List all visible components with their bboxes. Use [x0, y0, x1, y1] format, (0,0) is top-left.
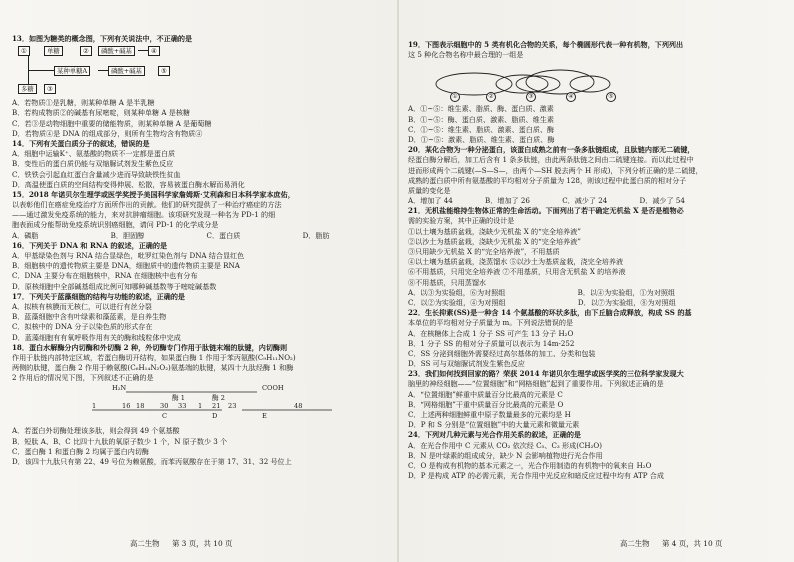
q19-stem-line: 这 5 种化合物名称中最合理的一组是: [408, 50, 524, 60]
right-footer-page: 第 4 页，共 10 页: [661, 539, 723, 548]
q21-option-a: A．以③为实验组，⑥为对照组: [408, 287, 506, 297]
pep-pos-bottom: 23: [228, 402, 237, 411]
map-node-sugar-a: 某种单糖A: [54, 66, 90, 76]
q15-stem-line: ——通过激发免疫系统的能力，来对抗肿瘤细胞。该项研究发现一种名为 PD-1 的细: [12, 210, 276, 220]
q24-option-c: C．O 是构成有机物的基本元素之一，光合作用制造的有机物中的氧来自 H₂O: [408, 460, 652, 470]
peptide-lines: [72, 384, 372, 424]
q13-option-b: B．若构成物质②的碱基有尿嘧啶，则某种单糖 A 是核糖: [12, 108, 191, 118]
venn-ellipse-1: [436, 73, 512, 95]
q20-options-row: [408, 196, 784, 206]
q24-stem: 24．下列对几种元素与光合作用关系的叙述，正确的是: [408, 430, 582, 440]
map-node-monosaccharide: 单糖: [44, 46, 63, 56]
pep-pos-top: 18: [136, 402, 145, 411]
pep-pos-top: 33: [178, 402, 187, 411]
map-node-polysaccharide: 多糖: [18, 84, 37, 94]
q14-option-c: C．铁铁会引起血红蛋白含量减少进而导致缺铁性贫血: [12, 169, 181, 179]
pep-label-d: D: [212, 412, 218, 421]
q24-option-b: B．N 是叶绿素的组成成分，缺少 N 会影响植物进行光合作用: [408, 450, 603, 460]
organic-compound-venn: [430, 60, 784, 102]
q22-option-d: D．SS 可与双缩脲试剂发生紫色反应: [408, 359, 525, 369]
q17-option-c: C．拟核中的 DNA 分子以染色质的形式存在: [12, 322, 153, 332]
q18-option-b: B．短肽 A、B、C 比四十九肽的氧原子数少 1 个，N 原子数少 3 个: [12, 436, 228, 446]
left-footer-subject: 高二生物: [130, 539, 160, 548]
q17-option-b: B．蓝藻细胞中含有叶绿素和藻蓝素，是自养生物: [12, 312, 167, 322]
q18-option-a: A．若蛋白外切酶处理该多肽，则会得到 49 个氨基酸: [12, 426, 180, 436]
q22-option-a: A．在核糖体上合成 1 分子 SS 可产生 13 分子 H₂O: [408, 328, 574, 338]
q20-stem-line: 20．某化合物为一种分泌蛋白，该蛋白成熟之前有一条多肽链组成，且肽链内部无二硫键，: [408, 145, 695, 155]
q24-option-d: D．P 是构成 ATP 的必需元素，光合作用中光反应和暗反应过程中均有 ATP 合成: [408, 471, 664, 481]
pep-label-e: E: [262, 412, 267, 421]
venn-ellipse-2: [496, 75, 548, 93]
q15-stem-line: 胞表面成分能帮助免疫系统识别癌细胞，请问 PD-1 的化学成分是: [12, 220, 219, 230]
pep-pos-bottom: 21: [212, 402, 221, 411]
q18-option-c: C．蛋白酶 1 和蛋白酶 2 均属于蛋白内切酶: [12, 446, 149, 456]
pep-pos-bottom: 48: [294, 402, 303, 411]
q18-stem-line: 2 作用后的情况见下图，下列叙述不正确的是: [12, 373, 154, 383]
q21-stem-line: 需的实验方案，其中正确的设计是: [408, 216, 515, 226]
q23-stem-line: 23．我们如何找到回家的路？荣获 2014 年诺贝尔生理学或医学奖的三位科学家发现大: [408, 369, 684, 379]
map-node-phosphate-base-2: 磷酸+碱基: [108, 66, 145, 76]
q21-item: ②以沙土为基质盆栽，浇缺少无机盐 X 的“完全培养液”: [408, 236, 581, 246]
pep-pos-top: 30: [160, 402, 169, 411]
q16-stem: 16．下列关于 DNA 和 RNA 的叙述，正确的是: [12, 240, 168, 250]
page-fold-divider: [397, 0, 399, 562]
q23-option-c: C．上述两种细胞鲜重中原子数量最多的元素均是 H: [408, 410, 571, 419]
pep-pos-top: 16: [122, 402, 131, 411]
q22-option-c: C．SS 分泌到细胞外需要经过高尔基体的加工、分类和包装: [408, 348, 596, 358]
map-node-5: ⑤: [158, 66, 170, 76]
venn-number-2: ②: [486, 92, 496, 102]
q21-stem-line: 21．无机盐能维持生物体正常的生命活动。下面列出了若干确定无机盐 X 是否是植物必: [408, 206, 684, 216]
right-footer-subject: 高二生物: [620, 539, 650, 548]
q14-option-d: D．高温使蛋白质的空间结构变得伸展、松散，容易被蛋白酶水解而易消化: [12, 179, 245, 189]
q22-option-b: B．1 分子 SS 的相对分子质量可以表示为 14m-252: [408, 338, 575, 348]
q21-item: ①以土壤为基质盆栽，浇缺少无机盐 X 的“完全培养液”: [408, 226, 581, 236]
q15-option-b: B．胆固醇: [110, 230, 145, 240]
pep-pos-top: 1: [92, 402, 97, 411]
right-page: [408, 40, 784, 481]
q22-stem-line: 22．生长抑素(SS)是一种含 14 个氨基酸的环状多肽，由下丘脑合成释放，构成 SS 的基: [408, 308, 692, 318]
map-wire-h3: [138, 50, 148, 51]
q20-option-d: D．减少了 54: [639, 196, 685, 206]
q18-option-d: D．该四十九肽只有第 22、49 号位为赖氨酸，而苯丙氨酸存在于第 17、31、32 号位上: [12, 457, 292, 466]
map-node-1: ①: [18, 46, 30, 56]
q15-option-a: A．磷脂: [12, 230, 39, 240]
q19-option-a: A．①~⑤：维生素、脂质、酶、蛋白质、激素: [408, 104, 554, 114]
q15-options-row: [12, 231, 388, 241]
q17-stem: 17．下列关于蓝藻细胞的结构与功能的叙述，正确的是: [12, 291, 186, 301]
q23-option-a: A．“位置细胞”鲜重中质量百分比最高的元素是 C: [408, 389, 563, 399]
map-node-3: ③: [44, 84, 56, 94]
q16-option-a: A．甲基绿染色剂与 RNA 结合显绿色，吡罗红染色剂与 DNA 结合显红色: [12, 251, 245, 260]
q22-stem-line: 本单位的平均相对分子质量为 m。下列说法错误的是: [408, 318, 574, 328]
map-node-2: ②: [80, 46, 92, 56]
q21-item: ③只用缺少无机盐 X 的“完全培养液”，不用基质: [408, 247, 560, 256]
q21-options-row-2: [408, 298, 784, 308]
q19-option-c: C．①~⑤：维生素、脂质、激素、蛋白质、酶: [408, 124, 555, 134]
left-page-footer: [130, 538, 242, 549]
q23-option-d: D．P 和 S 分别是“位置细胞”中的大量元素和微量元素: [408, 420, 580, 430]
q21-option-d: D．以⑦为实验组，⑧为对照组: [577, 297, 676, 307]
left-page: [12, 34, 388, 467]
q16-option-b: B．细胞核中的遗传物质主要是 DNA，细胞质中的遗传物质主要是 RNA: [12, 261, 240, 271]
q24-option-a: A．在光合作用中 C 元素从 CO₂ 依次经 C₅、C₃ 形成(CH₂O): [408, 440, 603, 450]
pep-enzyme1: 酶 1: [172, 394, 185, 403]
q14-option-b: B．变性后的蛋白质仍能与双缩脲试剂发生紫色反应: [12, 159, 174, 169]
q15-option-c: C．蛋白质: [206, 230, 241, 240]
peptide-diagram: [12, 384, 388, 424]
q21-option-c: C．以②为实验组，④为对照组: [408, 297, 506, 307]
q18-stem-line: 两侧的肽键，蛋白酶 2 作用于赖氨酸(C₆H₁₄N₂O₂)氨基端的肽键，某四十九肽经酶 1 和酶: [12, 363, 294, 373]
q21-options-row-1: [408, 288, 784, 298]
venn-number-3: ③: [526, 92, 536, 102]
venn-number-4: ④: [566, 92, 576, 102]
venn-number-5: ⑤: [606, 92, 616, 102]
q16-option-d: D．原核细胞中全部碱基组成比例可知哪种碱基数等于嘧啶碱基数: [12, 281, 217, 291]
q20-option-c: C．减少了 24: [562, 196, 608, 206]
q19-option-b: B．①~⑤：酶、蛋白质、激素、脂质、维生素: [408, 114, 554, 124]
q21-item: ⑧不用基质，只用蒸馏水: [408, 277, 487, 287]
q13-stem: 13．如图为糖类的概念图，下列有关说法中，不正确的是: [12, 34, 193, 43]
venn-ellipse-3: [526, 70, 594, 94]
q23-option-b: B．“网格细胞”干重中质量百分比最高的元素是 O: [408, 399, 564, 409]
q15-stem-line: 以表彰他们在癌症免疫治疗方面所作出的贡献。他们的研究提供了一种治疗癌症的方法: [12, 200, 282, 210]
q15-option-d: D．脂肪: [302, 230, 330, 240]
q20-option-a: A．增加了 44: [408, 196, 453, 206]
right-page-footer: [620, 538, 732, 549]
left-footer-page: 第 3 页，共 10 页: [171, 539, 233, 548]
q13-option-d: D．若物质④是 DNA 的组成部分，则所有生物均含有物质④: [12, 128, 203, 138]
q20-stem-line: 进而形成两个二硫键(—S—S—，由两个—SH 脱去两个 H 形成)，下列分析正确的是二硫键，: [408, 165, 703, 175]
pep-label-c: C: [162, 412, 168, 421]
pep-enzyme2: 酶 2: [212, 394, 225, 403]
q21-item: ④以土壤为基质盆栽，浇蒸馏水 ⑤以沙土为基质盆栽，浇完全培养液: [408, 257, 624, 267]
q20-option-b: B．增加了 26: [485, 196, 530, 206]
q18-stem-line: 18．蛋白水解酶分内切酶和外切酶 2 种，外切酶专门作用于肽链末端的肽键，内切酶则: [12, 342, 288, 352]
q13-option-a: A．若物质①是乳糖，则某种单糖 A 是半乳糖: [12, 98, 155, 108]
map-wire-h: [28, 70, 54, 71]
q14-option-a: A．细胞中运输K⁺、氨基酸的物质不一定都是蛋白质: [12, 149, 176, 159]
q17-option-d: D．蓝藻细胞有有氧呼吸作用有关的酶和线粒体中完成: [12, 332, 181, 342]
map-node-phosphate-base-1: 磷酸+碱基: [98, 46, 135, 56]
q20-stem-line: 质量的变化是: [408, 185, 451, 195]
q19-option-d: D．①~⑤：激素、脂质、维生素、蛋白质、酶: [408, 134, 555, 144]
q21-item: ⑥不用基质，只用完全培养液 ⑦不用基质，只用含无机盐 X 的培养液: [408, 267, 626, 277]
q17-option-a: A．拟核有核膜而无核仁，可以进行有丝分裂: [12, 301, 152, 311]
venn-ellipse-4: [516, 76, 560, 92]
q23-stem-line: 脑里的神经细胞——“位置细胞”和“网格细胞”起到了重要作用。下列叙述正确的是: [408, 379, 664, 389]
sugar-concept-map: [18, 46, 388, 96]
map-node-4: ④: [148, 46, 160, 56]
q13-option-c: C．若③是动物细胞中重要的储能物质，则某种单糖 A 是葡萄糖: [12, 118, 212, 128]
q20-stem-line: 经蛋白酶分解后，加工后含有 1 条多肽链，由此两条肽链之间由二硫键连接。而以此过程中: [408, 155, 694, 165]
map-wire-h2: [98, 70, 108, 71]
q18-stem-line: 作用于肽链内部特定区域，若蛋白酶切开结构，如果蛋白酶 1 作用于苯丙氨酸(C₉H₁₁NO₂): [12, 352, 296, 362]
pep-h2n: H₂N: [112, 384, 127, 393]
venn-ellipse-5: [570, 76, 610, 92]
q19-stem-line: 19．下图表示细胞中的 5 类有机化合物的关系，每个椭圆形代表一种有机物，下列列出: [408, 40, 684, 49]
pep-cooh: COOH: [262, 384, 284, 393]
pep-pos-bottom: 1: [198, 402, 203, 411]
q21-option-b: B．以④为实验组，①为对照组: [577, 287, 676, 297]
q15-stem-line: 15．2018 年诺贝尔生理学或医学奖授予美国科学家詹姆斯·艾利森和日本科学家本庶佑，: [12, 189, 295, 199]
q20-stem-line: 成熟的蛋白质中所有氨基酸的平均相对分子质量为 128，则该过程中此蛋白质的相对分子: [408, 175, 687, 185]
q16-option-c: C．DNA 主要分布在细胞核中，RNA 在细胞核中也有分布: [12, 271, 198, 281]
venn-number-1: ①: [450, 92, 460, 102]
q14-stem: 14．下列有关蛋白质分子的叙述，错误的是: [12, 138, 150, 148]
